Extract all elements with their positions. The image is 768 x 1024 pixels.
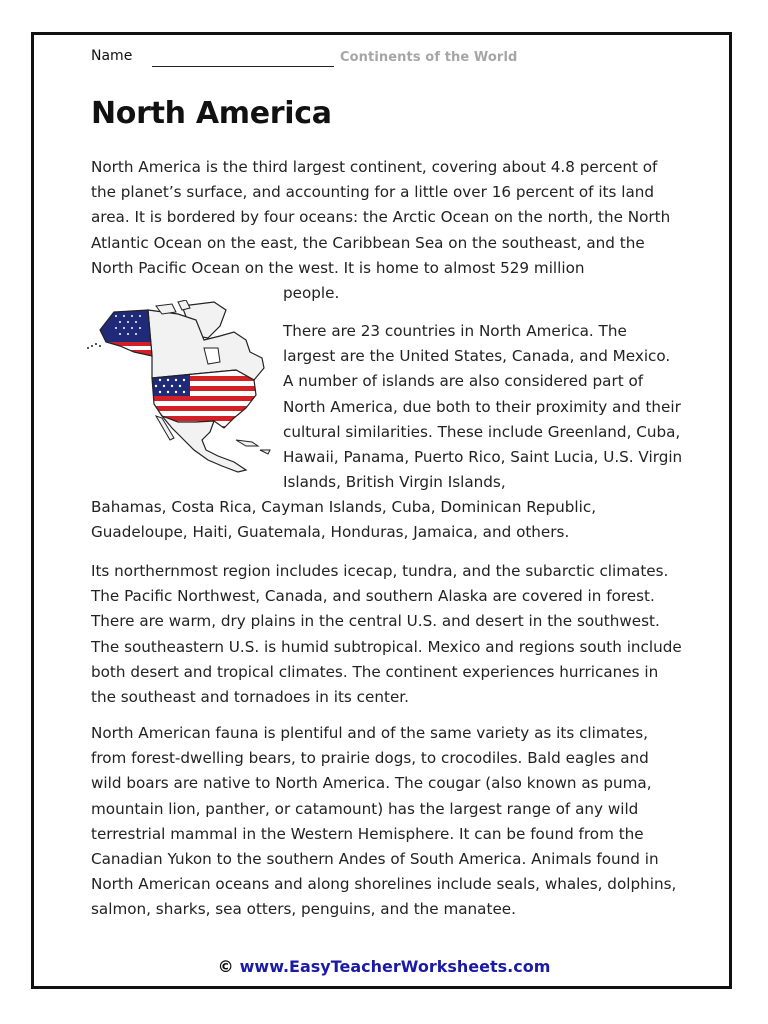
countries-paragraph-tail: Bahamas, Costa Rica, Cayman Islands, Cuba, Dominican Republic, Guadeloupe, Haiti, Guatemala, Honduras, Jamaica, and others.: [91, 498, 597, 542]
page-title: North America: [91, 96, 332, 131]
climate-paragraph: Its northernmost region includes icecap, tundra, and the subarctic climates. The Pacific Northwest, Canada, and southern Alaska are covered in forest. There are warm, dry plains in the central U.S. and desert in the southwest. The southeastern U.S. is humid subtropical. Mexico and regions south include both desert and tropical climates. The continent experiences hurricanes in the southeast and tornadoes in its center.: [91, 562, 682, 707]
footer-credit: [0, 957, 768, 976]
countries-paragraph: There are 23 countries in North America. The largest are the United States, Canada, and Mexico. A number of islands are also considered part of North America, due both to their proximity and their cultural similarities. These include Greenland, Cuba, Hawaii, Panama, Puerto Rico, Saint Lucia, U.S. Virgin Islands, British Virgin Islands,: [283, 322, 683, 492]
fauna-paragraph: North American fauna is plentiful and of the same variety as its climates, from forest-dwelling bears, to prairie dogs, to crocodiles. Bald eagles and wild boars are native to North America. The cougar (also known as puma, mountain lion, panther, or catamount) has the largest range of any wild terrestrial mammal in the Western Hemisphere. It can be found from the Canadian Yukon to the southern Andes of South America. Animals found in North American oceans and along shorelines include seals, whales, dolphins, salmon, sharks, sea otters, penguins, and the manatee.: [91, 724, 677, 919]
copyright-icon: ©: [217, 957, 234, 976]
name-entry-line[interactable]: [152, 66, 334, 67]
intro-paragraph-tail: people.: [283, 284, 340, 302]
north-america-flag-map-icon: [86, 300, 276, 475]
name-label: Name: [91, 48, 133, 64]
intro-paragraph: North America is the third largest continent, covering about 4.8 percent of the planet’s surface, and accounting for a little over 16 percent of its land area. It is bordered by four oceans: the Arctic Ocean on the north, the North Atlantic Ocean on the east, the Caribbean Sea on the southeast, and the North Pacific Ocean on the west. It is home to almost 529 million: [91, 158, 671, 277]
website-link[interactable]: www.EasyTeacherWorksheets.com: [239, 957, 551, 976]
name-row: [91, 48, 691, 70]
worksheet-series-title: Continents of the World: [340, 50, 518, 65]
